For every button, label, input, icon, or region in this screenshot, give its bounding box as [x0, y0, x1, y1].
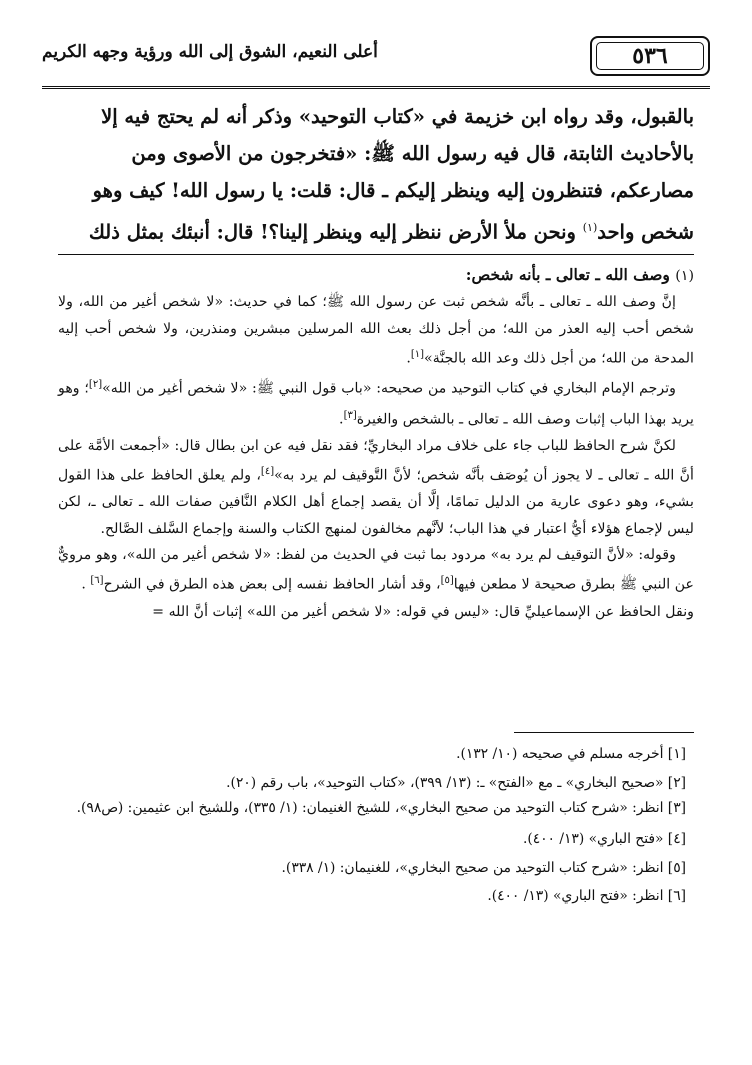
references-list	[58, 740, 694, 911]
paragraph-text: وقوله: «لأنَّ التوقيف لم يرد به» مردود بما ثبت في الحديث من لفظ: «لا شخص أغير من الله»، وهو مرويٌّ عن النبي ﷺ بطرق صحيحة لا مطعن فيها	[58, 547, 694, 594]
main-text	[58, 98, 694, 251]
reference-item: [٢] «صحيح البخاري» ـ مع «الفتح» ـ: (١٣/ ٣٩٩)، «كتاب التوحيد»، باب رقم (٢٠).	[226, 774, 686, 791]
footnote-paragraph: وقوله: «لأنَّ التوقيف لم يرد به» مردود بما ثبت في الحديث من لفظ: «لا شخص أغير من الله»، وهو مرويٌّ عن النبي ﷺ بطرق صحيحة لا مطعن فيها[٥]، وقد أشار الحافظ نفسه إلى بعض هذه الطرق في الشرح[٦] .	[58, 547, 694, 594]
running-title: أعلى النعيم، الشوق إلى الله ورؤية وجهه الكريم	[42, 42, 378, 62]
main-text-segment: شخص واحد	[597, 220, 694, 244]
reference-item: [١] أخرجه مسلم في صحيحه (١٠/ ١٣٢).	[456, 746, 686, 762]
references-separator	[514, 732, 694, 733]
footnote	[58, 262, 694, 625]
paragraph-text: ، ولم يعلق الحافظ على هذا القول بشيء، وهو دعوى عارية من الدليل تمامًا، إلَّا أن يقصد إجماع أهل الكلام النَّافين صفات الله ـ تعالى ـ، لكن ليس لإجماع هؤلاء أيُّ اعتبار في هذا الباب؛ لأنَّهم مخالفون لمنهج الكتاب والسنة وإجماع السَّلف الصَّالح.	[58, 467, 694, 537]
page-header	[42, 26, 710, 86]
main-line: مصارعكم، فتنظرون إليه وينظر إليكم ـ قال: قلت: يا رسول الله! كيف وهو	[92, 179, 694, 202]
page-number: ٥٣٦	[590, 36, 710, 76]
footnote-paragraph: وترجم الإمام البخاري في كتاب التوحيد من صحيحه: «باب قول النبي ﷺ: «لا شخص أغير من الله»[٢]؛ وهو يريد بهذا الباب إثبات وصف الله ـ تعالى ـ بالشخص والغيرة[٣].	[58, 379, 694, 428]
main-text-segment: ونحن ملأ الأرض ننظر إليه وينظر إلينا؟! قال: أنبئك بمثل ذلك	[88, 220, 583, 244]
main-line: بالقبول، وقد رواه ابن خزيمة في «كتاب التوحيد» وذكر أنه لم يحتج فيه إلا	[101, 105, 694, 128]
footnote-marker[interactable]: (١)	[582, 221, 598, 234]
reference-marker[interactable]: [٥]	[440, 575, 454, 587]
footnote-paragraph: إنَّ وصف الله ـ تعالى ـ بأنَّه شخص ثبت عن رسول الله ﷺ؛ كما في حديث: «لا شخص أغير من الله، ولا شخص أحب إليه العذر من الله؛ من أجل ذلك بعث الله المرسلين مبشرين ومنذرين، ولا شخص أحب إليه المدحة من الله؛ من أجل ذلك وعد الله بالجنَّة»[١].	[58, 294, 694, 367]
reference-marker[interactable]: [١]	[410, 349, 425, 361]
paragraph-text: وترجم الإمام البخاري في كتاب التوحيد من صحيحه: «باب قول النبي ﷺ: «لا شخص أغير من الله»	[102, 381, 676, 398]
reference-item: [٦] انظر: «فتح الباري» (١٣/ ٤٠٠).	[487, 888, 686, 904]
footnote-heading	[58, 262, 694, 289]
main-line: بالأحاديث الثابتة، قال فيه رسول الله ﷺ: «فتخرجون من الأصوى ومن	[131, 142, 694, 165]
paragraph-text: إنَّ وصف الله ـ تعالى ـ بأنَّه شخص ثبت عن رسول الله ﷺ؛ كما في حديث: «لا شخص أغير من الله، ولا شخص أحب إليه العذر من الله؛ من أجل ذلك بعث الله المرسلين مبشرين ومنذرين، ولا شخص أحب إليه المدحة من الله؛ من أجل ذلك وعد الله بالجنَّة»	[58, 294, 694, 367]
reference-marker[interactable]: [٦]	[90, 575, 104, 587]
reference-item: [٥] انظر: «شرح كتاب التوحيد من صحيح البخاري»، للغنيمان: (١/ ٣٣٨).	[281, 859, 686, 876]
footnote-paragraph	[58, 433, 694, 542]
header-rule	[42, 86, 710, 89]
footnote-separator	[58, 254, 694, 255]
reference-marker[interactable]: [٤]	[260, 466, 275, 478]
main-line	[58, 209, 694, 251]
reference-item: [٣] انظر: «شرح كتاب التوحيد من صحيح البخاري»، للشيخ الغنيمان: (١/ ٣٣٥)، وللشيخ ابن عثيمين: (ص٩٨).	[76, 800, 686, 816]
footnote-title: وصف الله ـ تعالى ـ بأنه شخص:	[465, 265, 676, 284]
paragraph-text: لكنَّ شرح الحافظ للباب جاء على خلاف مراد البخاريِّ؛ فقد نقل فيه عن ابن بطال قال: «أجمعت الأمَّة على أنَّ الله ـ تعالى ـ لا يجوز أن يُوصَف بأنَّه شخص؛ لأنَّ التَّوقيف لم يرد به»	[58, 437, 694, 484]
paragraph-text: ؛ وهو يريد بهذا الباب إثبات وصف الله ـ تعالى ـ بالشخص والغيرة	[58, 381, 694, 428]
reference-item: [٤] «فتح الباري» (١٣/ ٤٠٠).	[522, 831, 686, 847]
footnote-paragraph: ونقل الحافظ عن الإسماعيليِّ قال: «ليس في قوله: «لا شخص أغير من الله» إثبات أنَّ الله =	[152, 603, 694, 620]
paragraph-text: ، وقد أشار الحافظ نفسه إلى بعض هذه الطرق في الشرح	[103, 577, 441, 594]
reference-marker[interactable]: [٢]	[88, 379, 103, 391]
reference-marker[interactable]: [٣]	[343, 409, 357, 421]
footnote-number: (١)	[675, 268, 694, 284]
